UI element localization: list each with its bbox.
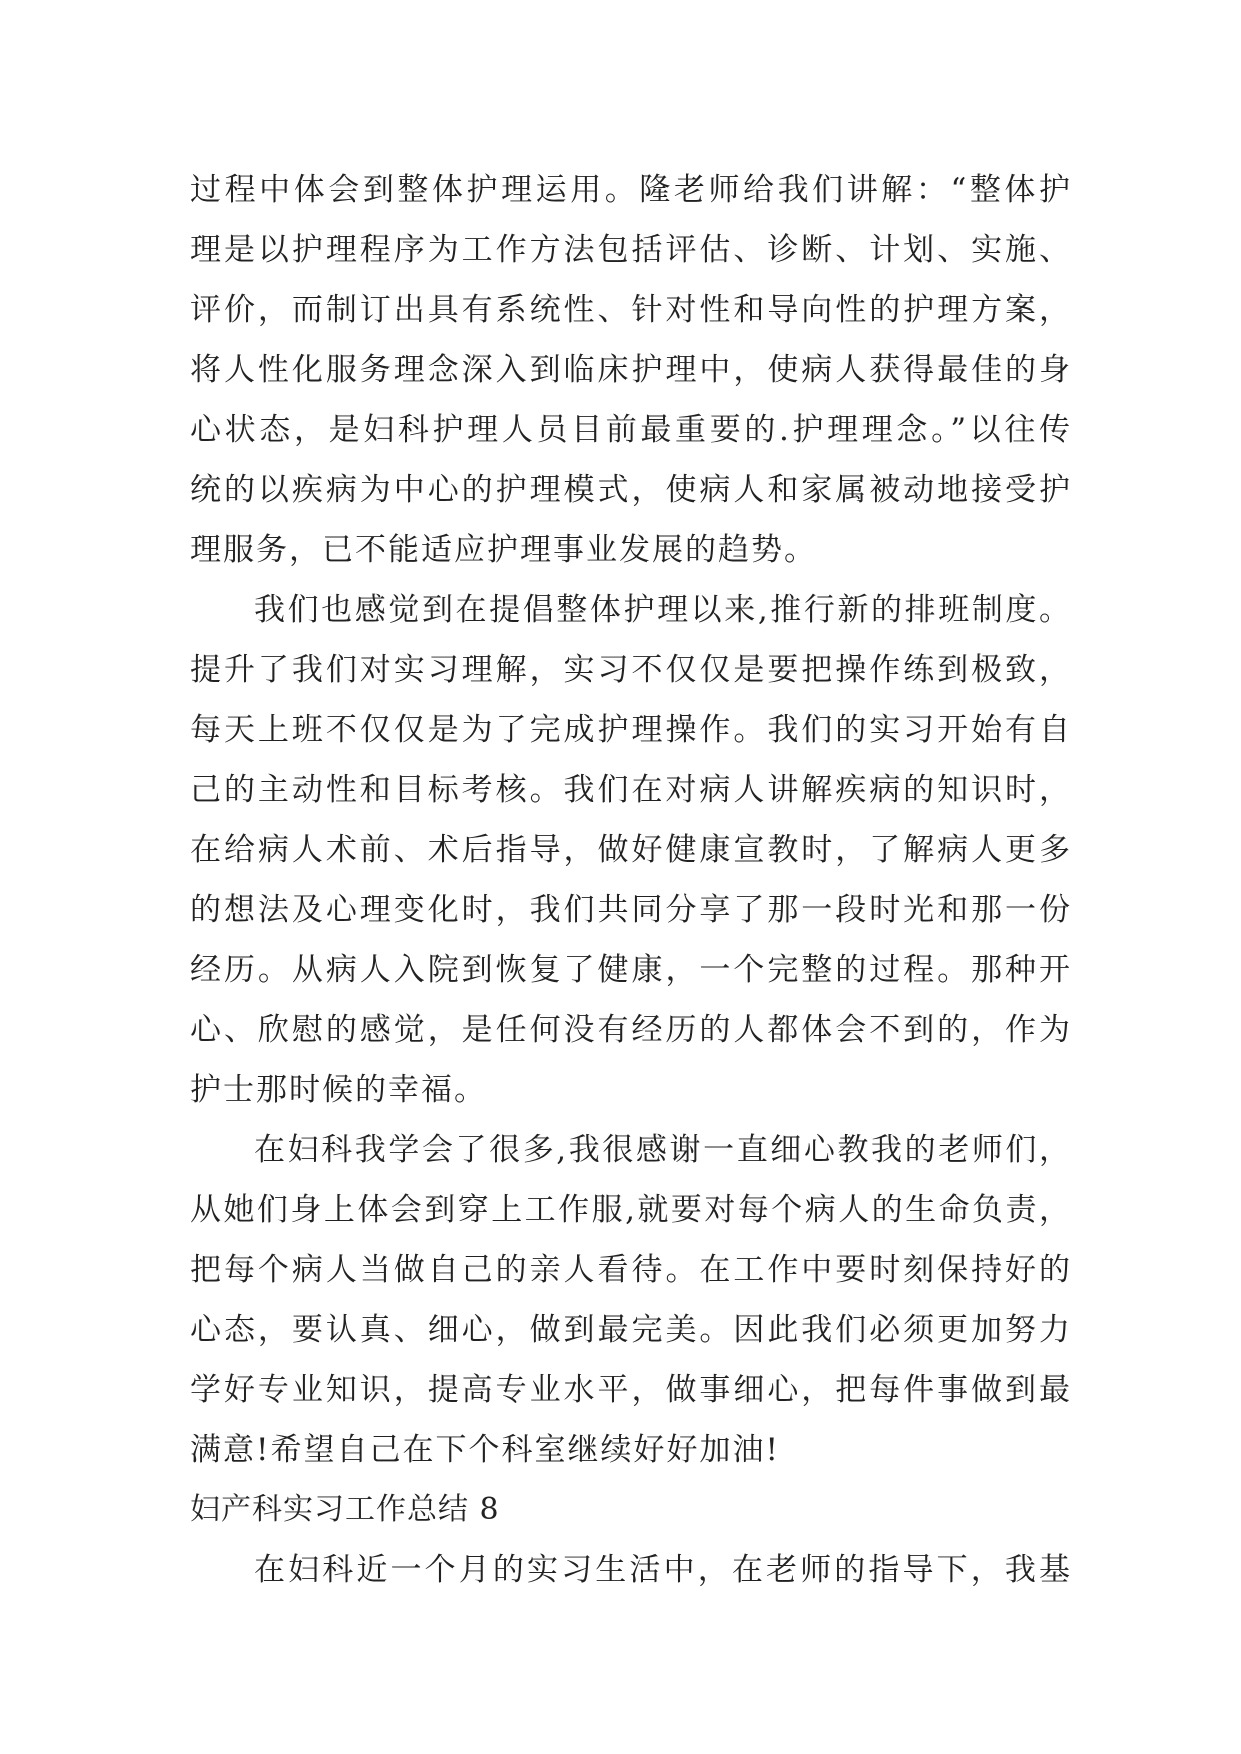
text-line: 在妇科近一个月的实习生活中，在老师的指导下，我基	[254, 1552, 1070, 1588]
paragraph-1	[190, 160, 1070, 580]
text-line: 从她们身上体会到穿上工作服,就要对每个病人的生命负责，	[190, 1192, 1070, 1228]
text-line: 统的以疾病为中心的护理模式，使病人和家属被动地接受护	[190, 472, 1070, 508]
document-body	[190, 160, 1070, 1600]
text-line: 提升了我们对实习理解，实习不仅仅是要把操作练到极致，	[190, 652, 1070, 688]
section-heading: 妇产科实习工作总结 8	[190, 1492, 500, 1527]
text-line: 在给病人术前、术后指导，做好健康宣教时，了解病人更多	[190, 832, 1070, 868]
text-line: 理是以护理程序为工作方法包括评估、诊断、计划、实施、	[190, 232, 1070, 268]
text-line: 心态，要认真、细心，做到最完美。因此我们必须更加努力	[190, 1312, 1070, 1348]
text-line: 经历。从病人入院到恢复了健康，一个完整的过程。那种开	[190, 952, 1070, 988]
text-line: 己的主动性和目标考核。我们在对病人讲解疾病的知识时，	[190, 772, 1070, 808]
text-line: 心、欣慰的感觉，是任何没有经历的人都体会不到的，作为	[190, 1012, 1070, 1048]
paragraph-3	[190, 1120, 1070, 1480]
text-line: 的想法及心理变化时，我们共同分享了那一段时光和那一份	[190, 892, 1070, 928]
paragraph-2	[190, 580, 1070, 1120]
text-line: 我们也感觉到在提倡整体护理以来,推行新的排班制度。	[254, 592, 1070, 628]
text-line: 过程中体会到整体护理运用。隆老师给我们讲解：“整体护	[190, 172, 1070, 208]
text-line: 学好专业知识，提高专业水平，做事细心，把每件事做到最	[190, 1372, 1070, 1408]
text-line: 心状态，是妇科护理人员目前最重要的.护理理念。”以往传	[190, 412, 1070, 448]
text-line: 评价，而制订出具有系统性、针对性和导向性的护理方案，	[190, 292, 1070, 328]
text-line: 每天上班不仅仅是为了完成护理操作。我们的实习开始有自	[190, 712, 1070, 748]
text-line: 在妇科我学会了很多,我很感谢一直细心教我的老师们，	[254, 1132, 1070, 1168]
text-line: 理服务，已不能适应护理事业发展的趋势。	[190, 532, 817, 568]
text-line: 将人性化服务理念深入到临床护理中，使病人获得最佳的身	[190, 352, 1070, 388]
text-line: 护士那时候的幸福。	[190, 1072, 487, 1108]
text-line: 把每个病人当做自己的亲人看待。在工作中要时刻保持好的	[190, 1252, 1070, 1288]
text-line: 满意!希望自己在下个科室继续好好加油!	[190, 1432, 780, 1468]
